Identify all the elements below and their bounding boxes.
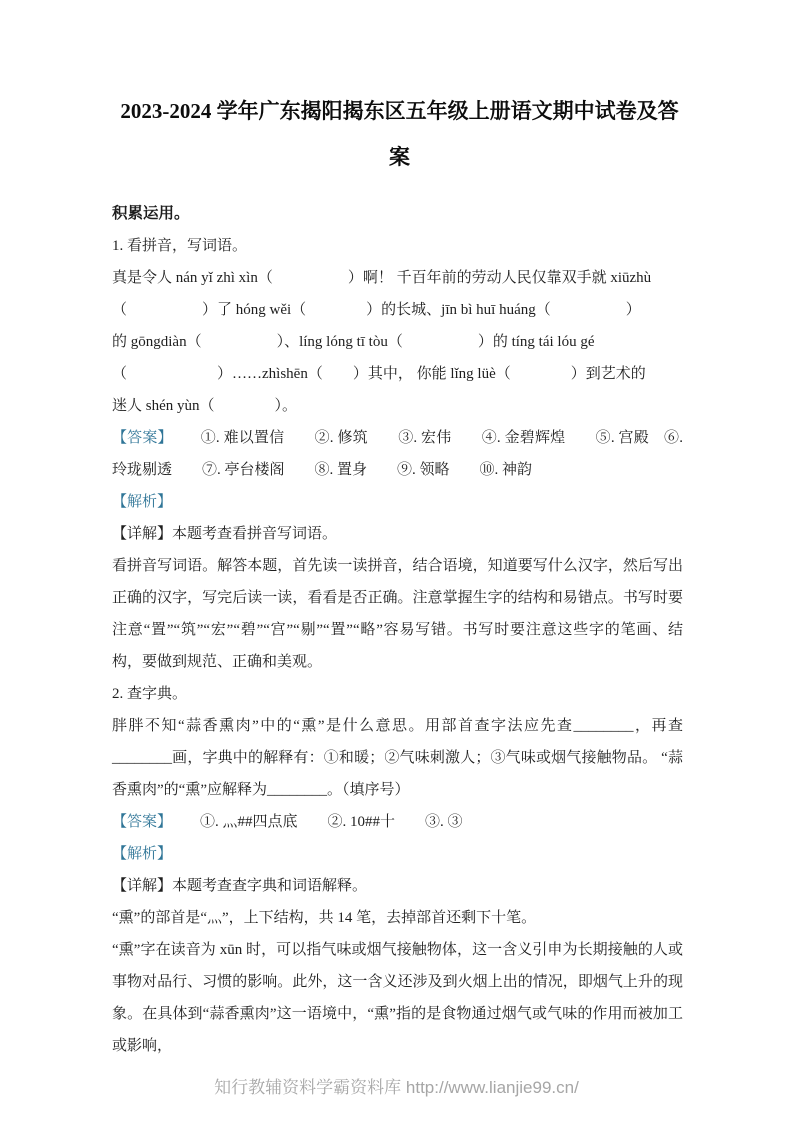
q2-answer-text: ①. 灬##四点底 ②. 10##十 ③. ③ — [200, 814, 463, 830]
document-body — [112, 198, 683, 1062]
q1-pinyin-line-5: 迷人 shén yùn（ ）。 — [112, 398, 297, 414]
q1-pinyin-line-3: 的 gōngdiàn（ ）、líng lóng tī tòu（ ）的 tíng tái lóu gé — [112, 334, 595, 350]
page-title: 2023-2024 学年广东揭阳揭东区五年级上册语文期中试卷及答案 — [120, 99, 679, 169]
q1-detail: 【详解】本题考查看拼音写词语。 — [112, 526, 338, 542]
q1-analysis-label: 【解析】 — [112, 494, 173, 510]
q1-explanation: 看拼音写词语。解答本题，首先读一读拼音，结合语境，知道要写什么汉字，然后写出正确的汉字，写完后读一读，看看是否正确。注意掌握生字的结构和易错点。书写时要注意“置”“筑”“宏”“碧”“宫”“剔”“置”“略”容易写错。书写时要注意这些字的笔画、结构，要做到规范、正确和美观。 — [112, 558, 683, 670]
q1-prompt: 1. 看拼音，写词语。 — [112, 238, 248, 254]
q2-detail: 【详解】本题考查查字典和词语解释。 — [112, 878, 368, 894]
footer-watermark: 知行教辅资料学霸资料库 http://www.lianjie99.cn/ — [214, 1078, 579, 1097]
q1-pinyin-line-2: （ ）了 hóng wěi（ ）的长城、jīn bì huī huáng（ ） — [112, 302, 641, 318]
q2-analysis-label: 【解析】 — [112, 846, 173, 862]
q2-prompt: 2. 查字典。 — [112, 686, 188, 702]
q2-answer-row — [112, 806, 683, 838]
q1-answer-row — [112, 422, 683, 486]
q1-answer-label: 【答案】 — [112, 430, 173, 446]
q1-answer-text: ①. 难以置信 ②. 修筑 ③. 宏伟 ④. 金碧辉煌 ⑤. 宫殿 ⑥. 玲珑剔透 ⑦. 亭台楼阁 ⑧. 置身 ⑨. 领略 ⑩. 神韵 — [112, 430, 683, 478]
q2-body: 胖胖不知“蒜香熏肉”中的“熏”是什么意思。用部首查字法应先查________，再查________画，字典中的解释有：①和暖；②气味刺激人；③气味或烟气接触物品。 “蒜香熏肉”的“熏”应解释为________。（填序号） — [112, 718, 683, 798]
q2-explanation-2: “熏”字在读音为 xūn 时，可以指气味或烟气接触物体，这一含义引申为长期接触的人或事物对品行、习惯的影响。此外，这一含义还涉及到火烟上出的情况，即烟气上升的现象。在具体到“蒜香熏肉”这一语境中，“熏”指的是食物通过烟气或气味的作用而被加工或影响， — [112, 942, 683, 1054]
q1-pinyin-line-1: 真是令人 nán yǐ zhì xìn（ ）啊！ 千百年前的劳动人民仅靠双手就 xiūzhù — [112, 270, 652, 286]
q2-explanation-1: “熏”的部首是“灬”，上下结构，共 14 笔，去掉部首还剩下十笔。 — [112, 910, 537, 926]
q2-answer-label: 【答案】 — [112, 814, 173, 830]
q1-pinyin-line-4: （ ）……zhìshēn（ ）其中， 你能 lǐng lüè（ ）到艺术的 — [112, 366, 646, 382]
section-heading: 积累运用。 — [112, 205, 190, 222]
